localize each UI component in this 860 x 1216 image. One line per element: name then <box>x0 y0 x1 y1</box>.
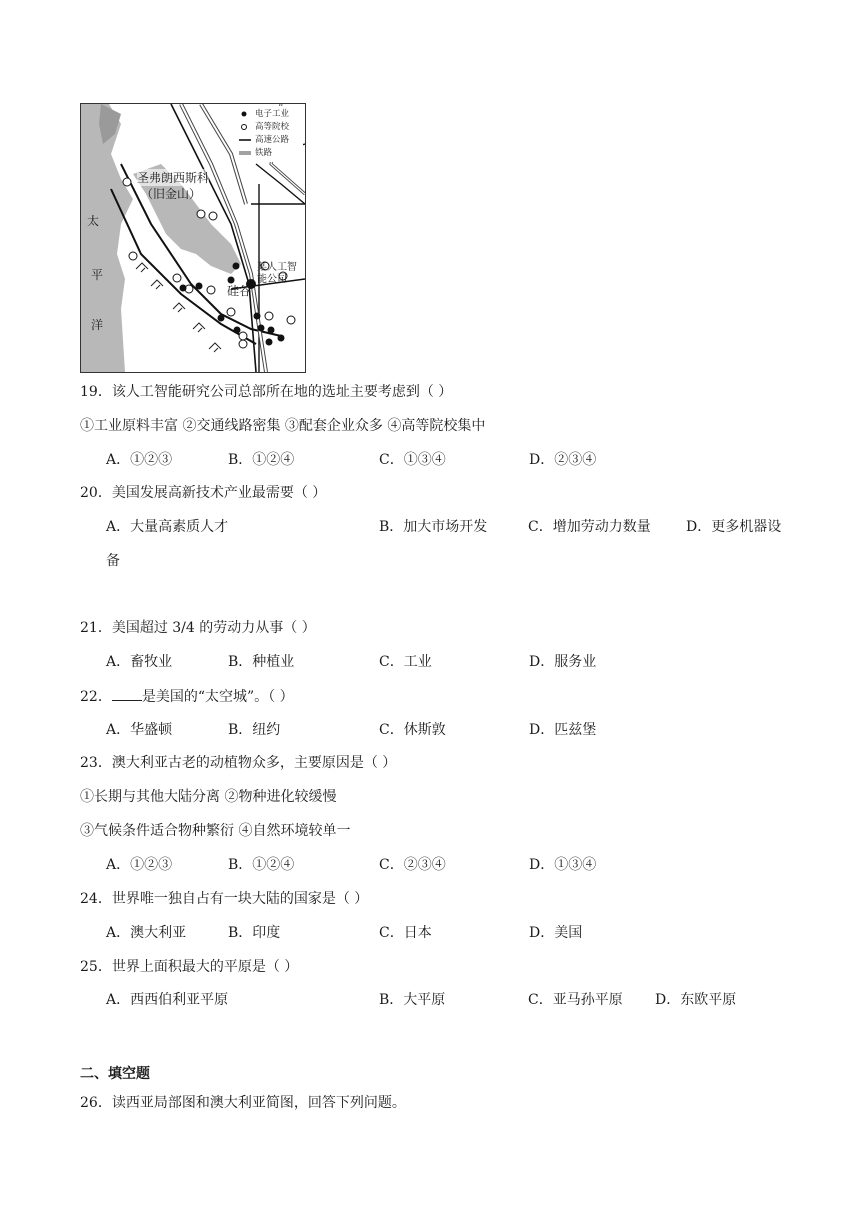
q21-option-d[interactable]: D．服务业 <box>529 654 597 670</box>
silicon-valley-label: 硅谷 <box>227 284 252 298</box>
q19-option-a[interactable]: A．①②③ <box>106 452 173 468</box>
q22-option-d[interactable]: D．匹兹堡 <box>529 722 597 738</box>
q20-option-a[interactable]: A．大量高素质人才 <box>106 519 229 535</box>
q19-option-c[interactable]: C．①③④ <box>379 452 446 468</box>
q19-option-b[interactable]: B．①②④ <box>228 452 295 468</box>
city-alias-label: （旧金山） <box>141 187 202 201</box>
legend <box>255 108 289 160</box>
q22-blank[interactable] <box>112 686 142 701</box>
q25-option-c[interactable]: C．亚马孙平原 <box>528 992 623 1008</box>
q20-option-d[interactable]: D．更多机器设 <box>686 519 782 535</box>
q21-stem: 21．美国超过 3/4 的劳动力从事（ ） <box>80 620 316 636</box>
q19-option-d[interactable]: D．②③④ <box>529 452 597 468</box>
q23-statements-1: ①长期与其他大陆分离 ②物种进化较缓慢 <box>80 789 337 805</box>
q24-option-d[interactable]: D．美国 <box>529 925 583 941</box>
q22-stem <box>80 686 294 707</box>
q22-option-b[interactable]: B．纽约 <box>228 722 281 738</box>
q20-stem: 20．美国发展高新技术产业最需要（ ） <box>80 485 327 501</box>
q21-option-c[interactable]: C．工业 <box>379 654 432 670</box>
ocean-char-3: 洋 <box>91 318 104 332</box>
q25-option-d[interactable]: D．东欧平原 <box>655 992 737 1008</box>
pacific-ocean <box>81 104 133 372</box>
ocean-char-2: 平 <box>91 268 104 282</box>
q23-stem: 23．澳大利亚古老的动植物众多，主要原因是（ ） <box>80 755 397 771</box>
q23-option-d[interactable]: D．①③④ <box>529 857 597 873</box>
q20-option-d-wrap: 备 <box>106 553 120 569</box>
q23-option-b[interactable]: B．①②④ <box>228 857 295 873</box>
ocean-char-1: 太 <box>87 214 100 228</box>
q20-option-b[interactable]: B．加大市场开发 <box>379 519 488 535</box>
q22-number: 22． <box>80 689 112 705</box>
silicon-valley-map <box>80 103 306 373</box>
q21-option-b[interactable]: B．种植业 <box>228 654 295 670</box>
q19-statements: ①工业原料丰富 ②交通线路密集 ③配套企业众多 ④高等院校集中 <box>80 418 486 434</box>
section-2-title: 二、填空题 <box>80 1066 150 1082</box>
q24-option-b[interactable]: B．印度 <box>228 925 281 941</box>
q24-stem: 24．世界唯一独自占有一块大陆的国家是（ ） <box>80 891 369 907</box>
ai-company-label: 某人工智能公司 <box>257 262 297 285</box>
legend-railway: 铁路 <box>255 148 273 158</box>
legend-electronics: 电子工业 <box>255 109 290 119</box>
q20-option-c[interactable]: C．增加劳动力数量 <box>528 519 651 535</box>
q26-stem: 26．读西亚局部图和澳大利亚简图，回答下列问题。 <box>80 1095 406 1111</box>
q23-option-a[interactable]: A．①②③ <box>106 857 173 873</box>
q23-statements-2: ③气候条件适合物种繁衍 ④自然环境较单一 <box>80 823 351 839</box>
city-label: 圣弗朗西斯科 <box>137 171 210 185</box>
q24-option-c[interactable]: C．日本 <box>379 925 432 941</box>
q25-option-a[interactable]: A．西西伯利亚平原 <box>106 992 229 1008</box>
q19-stem: 19．该人工智能研究公司总部所在地的选址主要考虑到（ ） <box>80 384 453 400</box>
q22-stem-text: 是美国的“太空城”。（ ） <box>141 689 294 705</box>
q25-option-b[interactable]: B．大平原 <box>379 992 446 1008</box>
q25-stem: 25．世界上面积最大的平原是（ ） <box>80 959 299 975</box>
q22-option-c[interactable]: C．休斯敦 <box>379 722 446 738</box>
q24-option-a[interactable]: A．澳大利亚 <box>106 925 187 941</box>
q23-option-c[interactable]: C．②③④ <box>379 857 446 873</box>
q22-option-a[interactable]: A．华盛顿 <box>106 722 173 738</box>
q21-option-a[interactable]: A．畜牧业 <box>106 654 173 670</box>
legend-university: 高等院校 <box>255 122 290 132</box>
legend-highway: 高速公路 <box>255 135 290 145</box>
